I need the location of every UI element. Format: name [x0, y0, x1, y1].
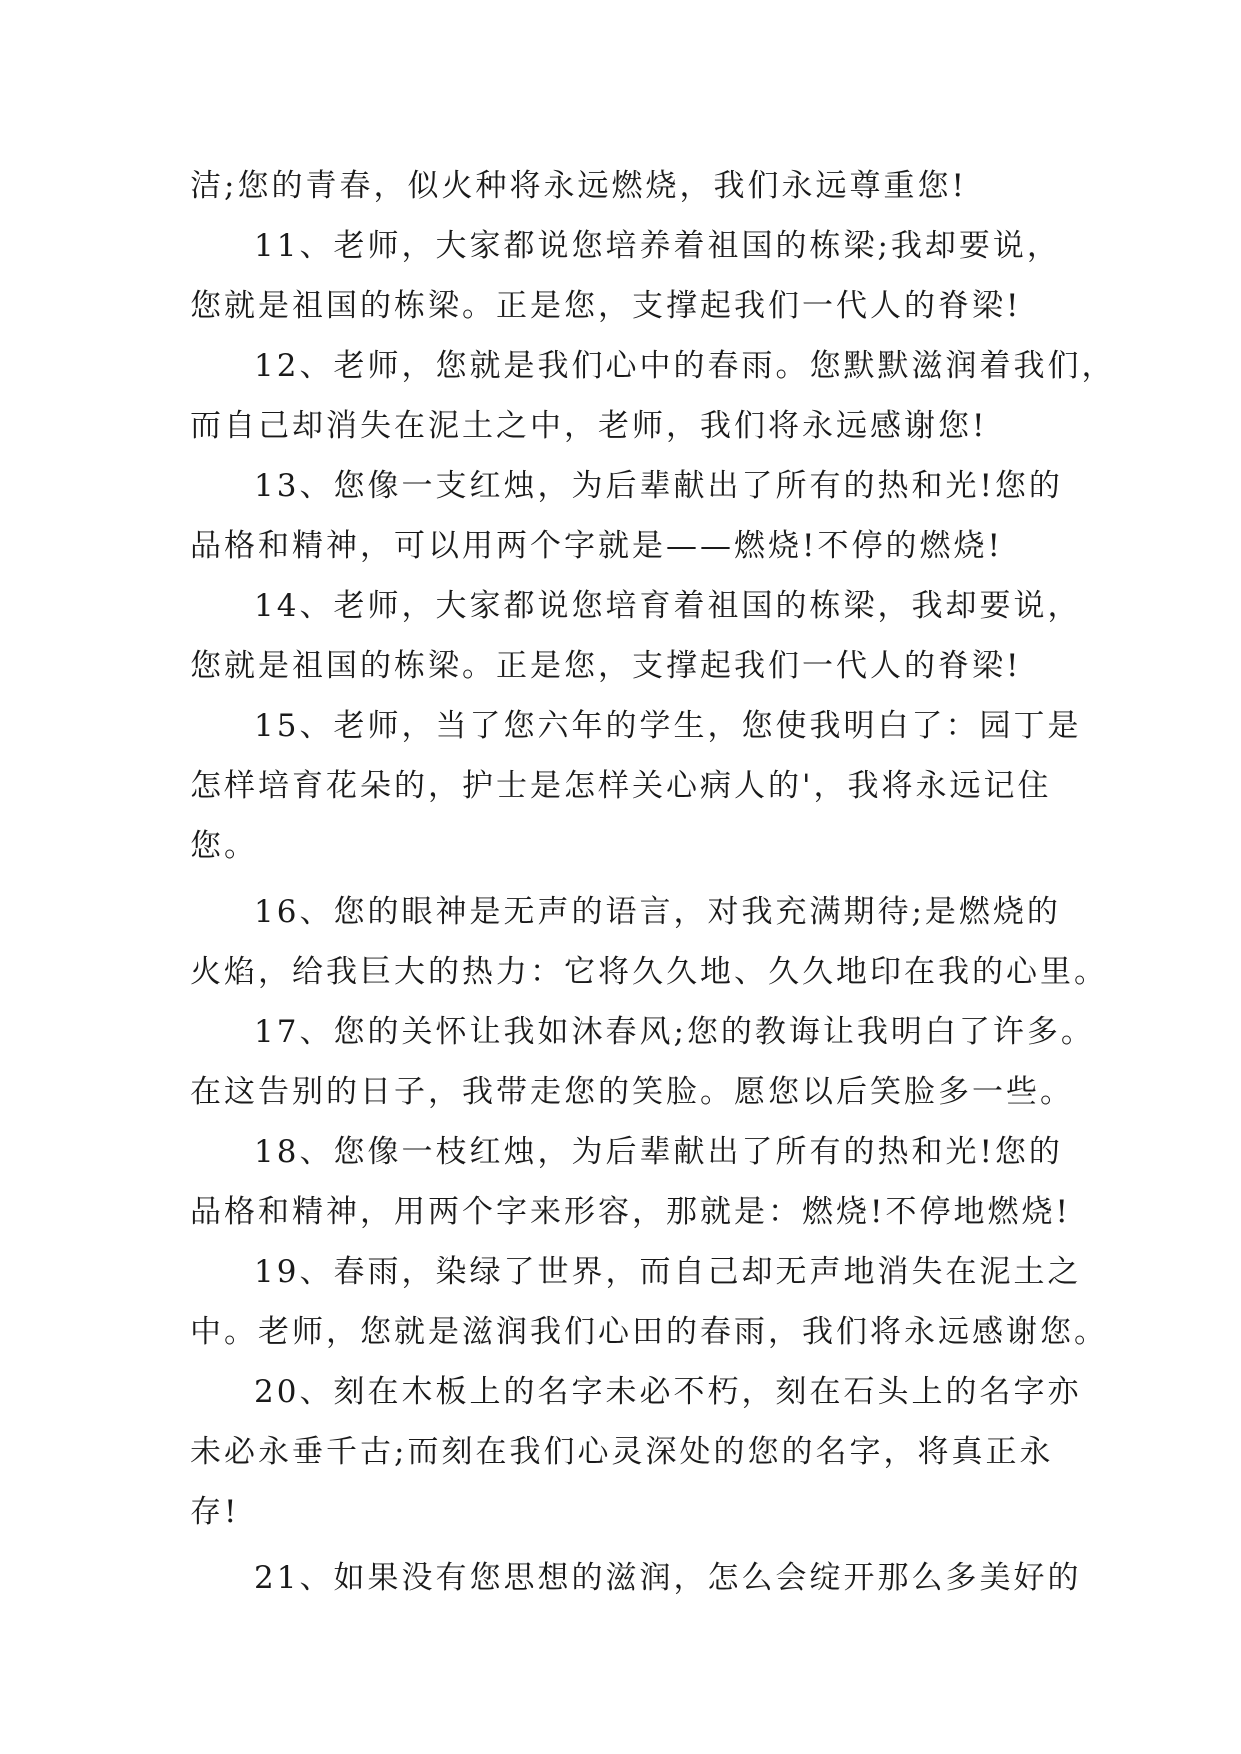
text-line: 16、您的眼神是无声的语言，对我充满期待;是燃烧的	[254, 894, 1061, 930]
text-line: 19、春雨，染绿了世界，而自己却无声地消失在泥土之	[254, 1254, 1082, 1290]
text-line: 15、老师，当了您六年的学生，您使我明白了：园丁是	[254, 708, 1082, 744]
text-line: 火焰，给我巨大的热力：它将久久地、久久地印在我的心里。	[190, 954, 1108, 990]
text-line: 11、老师，大家都说您培养着祖国的栋梁;我却要说，	[254, 228, 1061, 264]
text-line: 您。	[190, 828, 258, 864]
text-line: 您就是祖国的栋梁。正是您，支撑起我们一代人的脊梁!	[190, 288, 1022, 324]
text-line: 品格和精神，用两个字来形容，那就是：燃烧!不停地燃烧!	[190, 1194, 1071, 1230]
text-line: 洁;您的青春，似火种将永远燃烧，我们永远尊重您!	[190, 168, 967, 204]
text-line: 怎样培育花朵的，护士是怎样关心病人的'，我将永远记住	[190, 768, 1052, 804]
text-line: 20、刻在木板上的名字未必不朽，刻在石头上的名字亦	[254, 1374, 1082, 1410]
text-line: 13、您像一支红烛，为后辈献出了所有的热和光!您的	[254, 468, 1063, 504]
text-line: 品格和精神，可以用两个字就是——燃烧!不停的燃烧!	[190, 528, 1003, 564]
text-line: 在这告别的日子，我带走您的笑脸。愿您以后笑脸多一些。	[190, 1074, 1074, 1110]
text-line: 17、您的关怀让我如沐春风;您的教诲让我明白了许多。	[254, 1014, 1095, 1050]
text-line: 您就是祖国的栋梁。正是您，支撑起我们一代人的脊梁!	[190, 648, 1022, 684]
body-text	[190, 156, 1116, 1608]
text-line: 中。老师，您就是滋润我们心田的春雨，我们将永远感谢您。	[190, 1314, 1108, 1350]
text-line: 12、老师，您就是我们心中的春雨。您默默滋润着我们，	[254, 348, 1116, 384]
text-line: 而自己却消失在泥土之中，老师，我们将永远感谢您!	[190, 408, 988, 444]
text-line: 14、老师，大家都说您培育着祖国的栋梁，我却要说，	[254, 588, 1082, 624]
text-line: 21、如果没有您思想的滋润，怎么会绽开那么多美好的	[254, 1560, 1082, 1596]
text-line: 存!	[190, 1494, 240, 1530]
text-line: 未必永垂千古;而刻在我们心灵深处的您的名字，将真正永	[190, 1434, 1054, 1470]
text-line: 18、您像一枝红烛，为后辈献出了所有的热和光!您的	[254, 1134, 1063, 1170]
